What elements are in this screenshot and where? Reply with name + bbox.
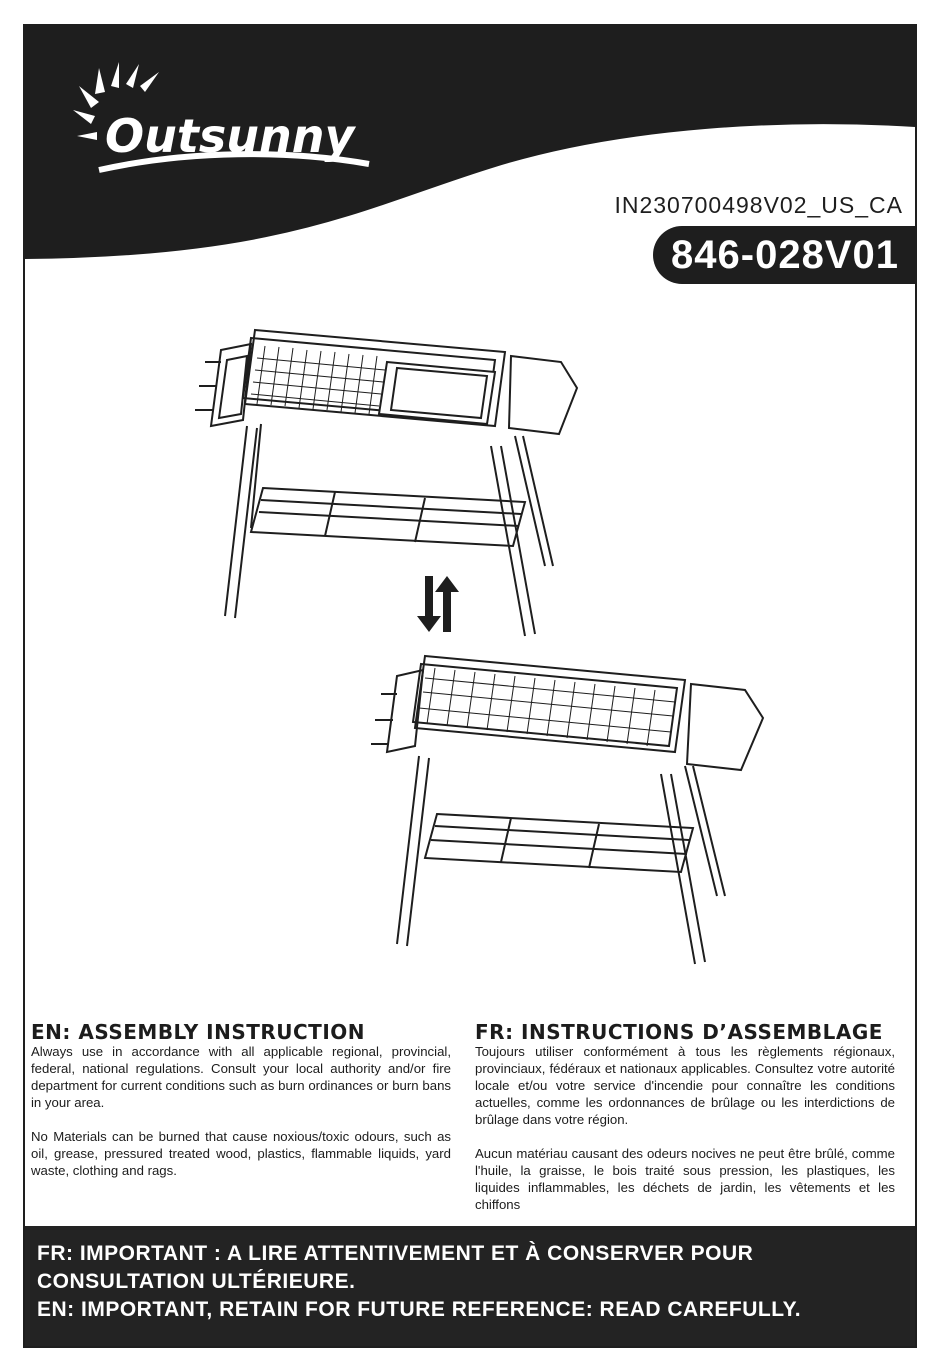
page-frame bbox=[23, 24, 917, 1348]
document-code: IN230700498V02_US_CA bbox=[614, 192, 903, 218]
grill-top-figure bbox=[195, 330, 577, 636]
important-notice-footer bbox=[25, 1226, 915, 1346]
en-section bbox=[31, 1020, 451, 1196]
outsunny-logo bbox=[69, 58, 379, 178]
model-number-badge: 846-028V01 bbox=[653, 226, 917, 284]
footer-line-1: FR: IMPORTANT : A LIRE ATTENTIVEMENT ET À CONSERVER POUR bbox=[37, 1242, 754, 1265]
footer-line-2: CONSULTATION ULTÉRIEURE. bbox=[37, 1270, 356, 1293]
grill-illustration bbox=[25, 316, 915, 996]
fr-paragraph-2: Aucun matériau causant des odeurs nocives ne peut être brûlé, comme l'huile, la graisse, le bois traité sous pression, les plastiques, les liquides inflammables, les déchets de jardin, les vêtements et les chiffons bbox=[475, 1146, 895, 1212]
svg-text:Outsunny: Outsunny bbox=[105, 109, 355, 163]
fr-section bbox=[475, 1020, 895, 1230]
footer-line-3: EN: IMPORTANT, RETAIN FOR FUTURE REFERENCE: READ CAREFULLY. bbox=[37, 1298, 802, 1321]
en-paragraph-1: Always use in accordance with all applicable regional, provincial, federal, national regulations. Consult your local authority and/or fire department for current conditions such as burn ordinances or burn bans in your area. bbox=[31, 1044, 451, 1110]
en-heading: EN: ASSEMBLY INSTRUCTION bbox=[31, 1020, 366, 1044]
fr-paragraph-1: Toujours utiliser conformément à tous les règlements régionaux, provinciaux, fédéraux et nationaux applicables. Consultez votre autorité locale et/ou votre service d'incendie pour connaître les conditions actuelles, comme les ordonnances de brûlage ou les interdictions de brûlage dans votre région. bbox=[475, 1044, 895, 1127]
grill-bottom-figure bbox=[371, 656, 763, 964]
swap-arrows-icon bbox=[417, 576, 459, 632]
en-paragraph-2: No Materials can be burned that cause noxious/toxic odours, such as oil, grease, pressured treated wood, plastics, flammable liquids, yard waste, clothing and rags. bbox=[31, 1129, 451, 1178]
fr-heading: FR: INSTRUCTIONS D’ASSEMBLAGE bbox=[475, 1020, 883, 1044]
